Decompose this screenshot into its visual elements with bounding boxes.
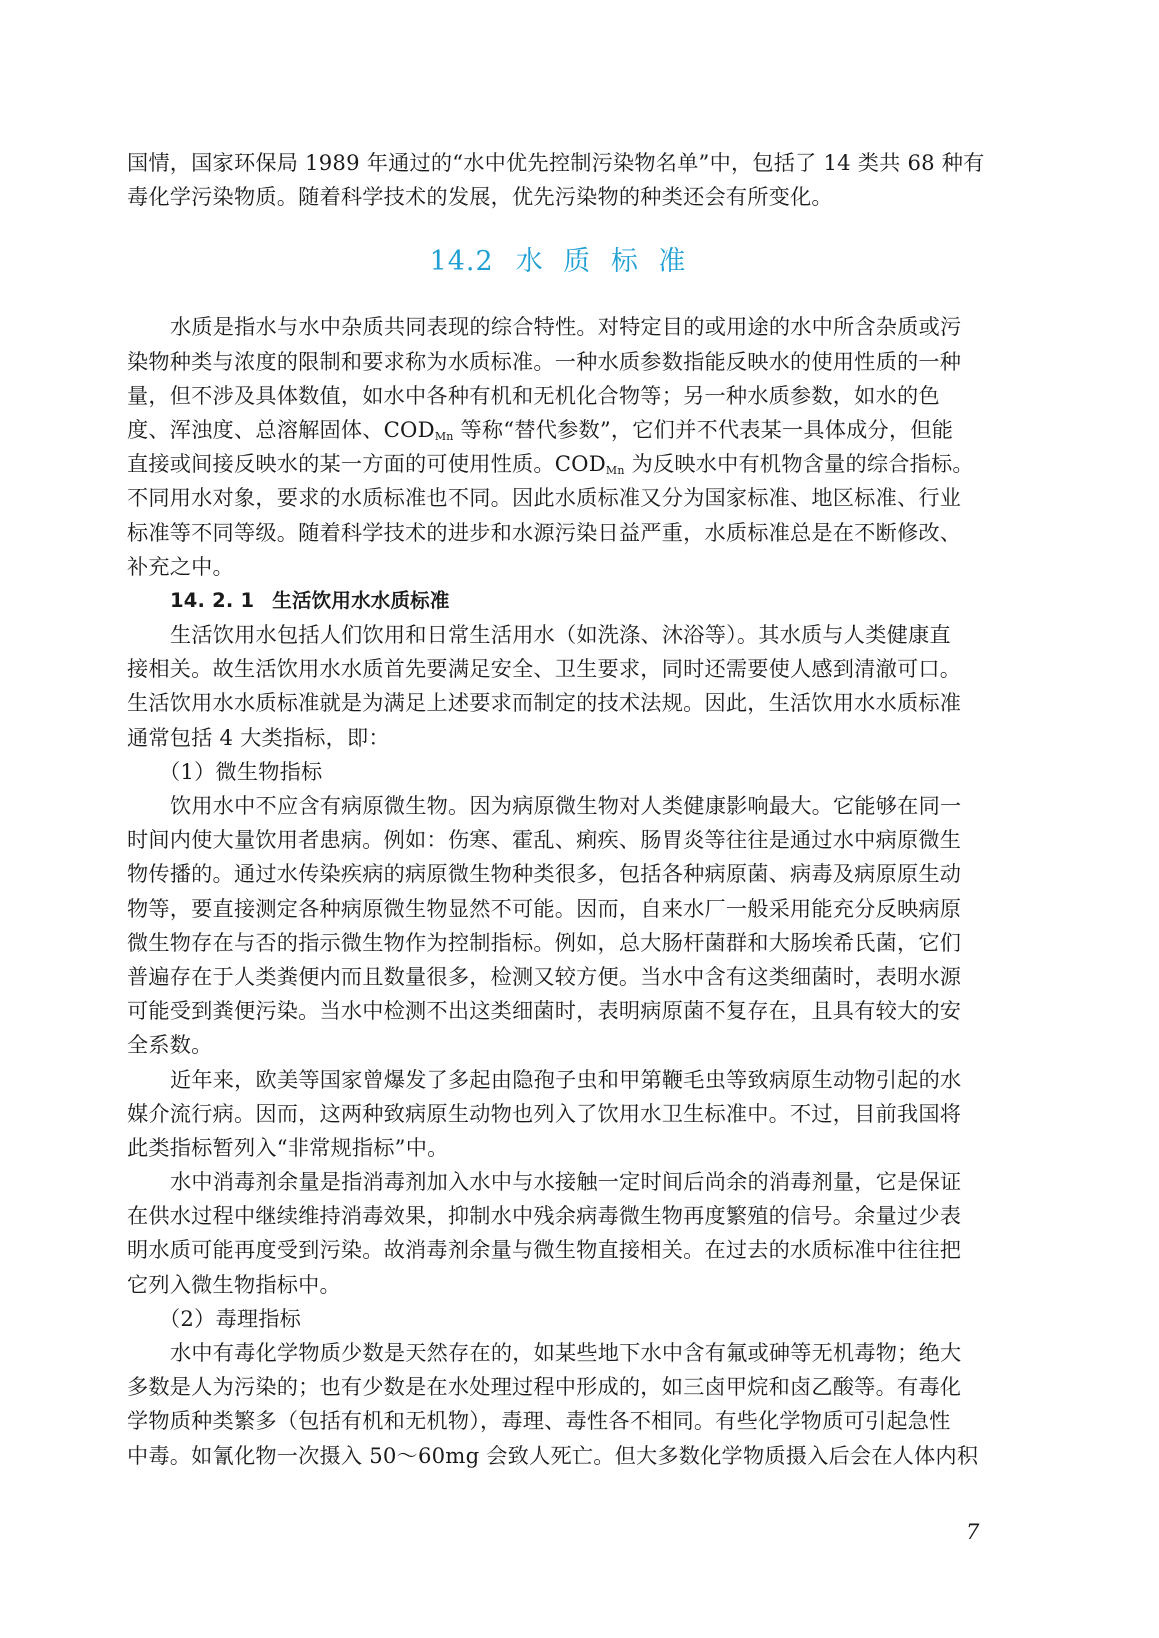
text-line: 全系数。 (127, 1032, 213, 1058)
item-label: （2）毒理指标 (159, 1305, 302, 1331)
subsection-heading (127, 584, 994, 618)
subsection-number: 14. 2. 1 (170, 588, 255, 612)
text-line: 补充之中。 (127, 553, 234, 579)
item-label: （1）微生物指标 (159, 758, 323, 784)
text-line: 染物种类与浓度的限制和要求称为水质标准。一种水质参数指能反映水的使用性质的一种 (127, 348, 962, 374)
text-segment: 等称“替代参数”，它们并不代表某一具体成分，但能 (453, 416, 954, 442)
text-line (127, 447, 994, 481)
text-line: 物等，要直接测定各种病原微生物显然不可能。因而，自来水厂一般采用能充分反映病原 (127, 895, 962, 921)
text-line: 此类指标暂列入“非常规指标”中。 (127, 1134, 449, 1160)
text-line: 标准等不同等级。随着科学技术的进步和水源污染日益严重，水质标准总是在不断修改、 (127, 519, 962, 545)
intro-paragraph (127, 146, 994, 214)
text-line: 它列入微生物指标中。 (127, 1271, 341, 1297)
section-number: 14.2 (429, 246, 494, 278)
text-line: 通常包括 4 大类指标，即： (127, 724, 390, 750)
text-line: 可能受到粪便污染。当水中检测不出这类细菌时，表明病原菌不复存在，且具有较大的安 (127, 998, 962, 1024)
paragraph-drinking-water (127, 618, 994, 755)
text-line: 普遍存在于人类粪便内而且数量很多，检测又较方便。当水中含有这类细菌时，表明水源 (127, 963, 962, 989)
text-segment: 为反映水中有机物含量的综合指标。 (624, 451, 974, 477)
text-line: 物传播的。通过水传染疾病的病原微生物种类很多，包括各种病原菌、病毒及病原原生动 (127, 861, 962, 887)
text-line: 饮用水中不应含有病原微生物。因为病原微生物对人类健康影响最大。它能够在同一 (170, 793, 962, 818)
text-line: 水中消毒剂余量是指消毒剂加入水中与水接触一定时间后尚余的消毒剂量，它是保证 (170, 1169, 962, 1195)
paragraph-water-quality-definition (127, 310, 994, 584)
paragraph-protozoa (127, 1063, 994, 1166)
list-item-toxicological (127, 1302, 994, 1336)
list-item-microbial (127, 755, 994, 789)
text-line (127, 413, 994, 447)
section-title: 水 质 标 准 (515, 246, 692, 278)
text-segment: 直接或间接反映水的某一方面的可使用性质。COD (127, 451, 606, 477)
page-number: 7 (966, 1520, 980, 1544)
paragraph-pathogens (127, 789, 994, 1063)
text-line: 中毒。如氰化物一次摄入 50～60mg 会致人死亡。但大多数化学物质摄入后会在人体内积 (127, 1442, 979, 1468)
text-line: 学物质种类繁多（包括有机和无机物），毒理、毒性各不相同。有些化学物质可引起急性 (127, 1408, 951, 1434)
text-line: 毒化学污染物质。随着科学技术的发展，优先污染物的种类还会有所变化。 (127, 184, 833, 210)
text-line: 在供水过程中继续维持消毒效果，抑制水中残余病毒微生物再度繁殖的信号。余量过少表 (127, 1203, 962, 1229)
text-line: 不同用水对象，要求的水质标准也不同。因此水质标准又分为国家标准、地区标准、行业 (127, 485, 962, 511)
text-line: 生活饮用水包括人们饮用和日常生活用水（如洗涤、沐浴等）。其水质与人类健康直 (170, 622, 951, 648)
text-line: 多数是人为污染的；也有少数是在水处理过程中形成的，如三卤甲烷和卤乙酸等。有毒化 (127, 1374, 962, 1400)
section-heading (127, 242, 994, 282)
text-line: 量，但不涉及具体数值，如水中各种有机和无机化合物等；另一种水质参数，如水的色 (127, 382, 940, 408)
text-line: 接相关。故生活饮用水水质首先要满足安全、卫生要求，同时还需要使人感到清澈可口。 (127, 656, 962, 682)
paragraph-toxic-chemicals (127, 1336, 994, 1473)
text-line: 近年来，欧美等国家曾爆发了多起由隐孢子虫和甲第鞭毛虫等致病原生动物引起的水 (170, 1066, 962, 1092)
document-page (127, 146, 994, 1473)
text-line: 水中有毒化学物质少数是天然存在的，如某些地下水中含有氟或砷等无机毒物；绝大 (170, 1340, 962, 1365)
paragraph-disinfectant (127, 1165, 994, 1302)
subscript: Mn (605, 464, 625, 478)
text-line: 时间内使大量饮用者患病。例如：伤寒、霍乱、痢疾、肠胃炎等往往是通过水中病原微生 (127, 827, 962, 853)
subscript: Mn (434, 429, 454, 443)
subsection-title: 生活饮用水水质标准 (272, 588, 450, 612)
text-line: 明水质可能再度受到污染。故消毒剂余量与微生物直接相关。在过去的水质标准中往往把 (127, 1237, 962, 1263)
text-line: 微生物存在与否的指示微生物作为控制指标。例如，总大肠杆菌群和大肠埃希氏菌，它们 (127, 929, 962, 955)
text-segment: 度、浑浊度、总溶解固体、COD (127, 416, 435, 442)
text-line: 水质是指水与水中杂质共同表现的综合特性。对特定目的或用途的水中所含杂质或污 (170, 314, 962, 340)
text-line: 国情，国家环保局 1989 年通过的“水中优先控制污染物名单”中，包括了 14 类共 68 种有 (127, 150, 985, 175)
text-line: 媒介流行病。因而，这两种致病原生动物也列入了饮用水卫生标准中。不过，目前我国将 (127, 1100, 962, 1126)
text-line: 生活饮用水水质标准就是为满足上述要求而制定的技术法规。因此，生活饮用水水质标准 (127, 690, 962, 716)
